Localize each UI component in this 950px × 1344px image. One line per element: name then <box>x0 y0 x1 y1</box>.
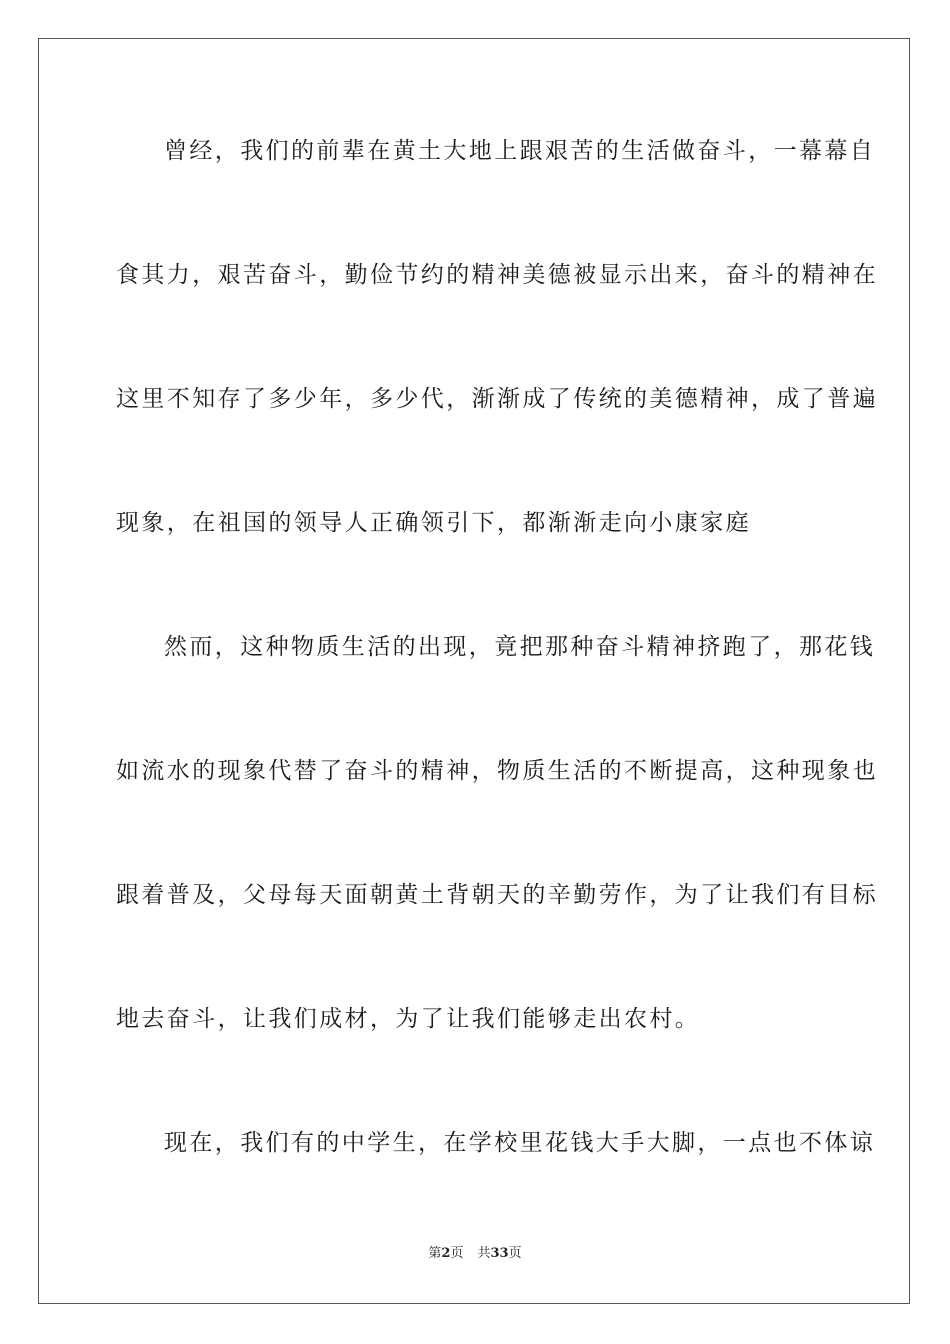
page-footer <box>0 1245 950 1263</box>
paragraph-2-line-4: 地去奋斗，让我们成材，为了让我们能够走出农村。 <box>116 1006 701 1032</box>
paragraph-1-line-2: 食其力，艰苦奋斗，勤俭节约的精神美德被显示出来，奋斗的精神在 <box>116 262 878 288</box>
paragraph-1-line-1: 曾经，我们的前辈在黄土大地上跟艰苦的生活做奋斗，一幕幕自 <box>164 138 876 164</box>
paragraph-2-line-1: 然而，这种物质生活的出现，竟把那种奋斗精神挤跑了，那花钱 <box>164 634 876 660</box>
paragraph-1-line-4: 现象，在祖国的领导人正确领引下，都渐渐走向小康家庭 <box>116 510 751 536</box>
total-page-count: 33 <box>490 1246 509 1261</box>
footer-total-prefix: 共 <box>477 1246 491 1261</box>
footer-page-unit: 页 <box>450 1246 464 1261</box>
footer-total-unit: 页 <box>508 1246 522 1261</box>
current-page-number: 2 <box>441 1246 451 1261</box>
paragraph-2-line-2: 如流水的现象代替了奋斗的精神，物质生活的不断提高，这种现象也 <box>116 758 878 784</box>
page-border <box>38 38 910 1304</box>
paragraph-3-line-1: 现在，我们有的中学生，在学校里花钱大手大脚，一点也不体谅 <box>164 1130 876 1156</box>
footer-prefix: 第 <box>428 1246 442 1261</box>
paragraph-1-line-3: 这里不知存了多少年，多少代，渐渐成了传统的美德精神，成了普遍 <box>116 386 878 412</box>
paragraph-2-line-3: 跟着普及，父母每天面朝黄土背朝天的辛勤劳作，为了让我们有目标 <box>116 882 878 908</box>
